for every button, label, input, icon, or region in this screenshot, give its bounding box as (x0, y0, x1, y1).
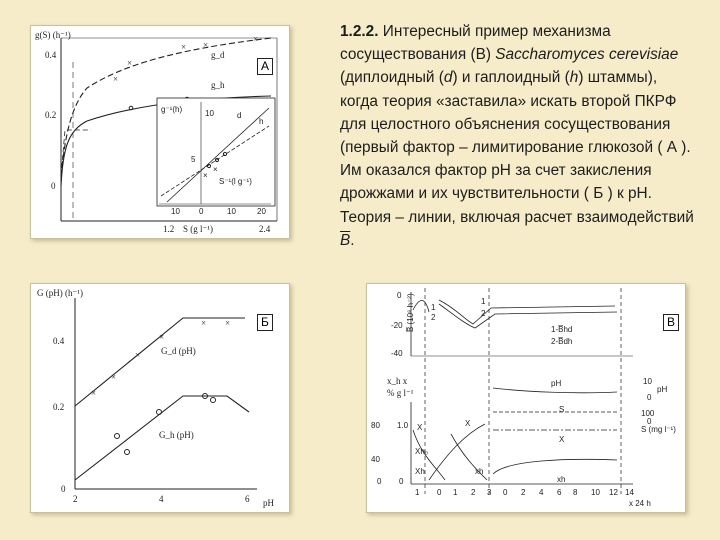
panel-b-plot (31, 284, 289, 512)
inset-x-tick: 0 (199, 207, 204, 216)
x-tick: 0 (503, 488, 508, 497)
curve-label: Xh (415, 467, 425, 476)
x-axis-label: pH (263, 498, 274, 508)
top-legend: 1-B̅hd (551, 325, 573, 334)
x-tick: 0 (437, 488, 442, 497)
marker: × (135, 350, 141, 360)
inset-x-tick: 10 (227, 207, 236, 216)
marker: × (181, 42, 187, 52)
curve-label-gh: G_h (pH) (159, 430, 194, 440)
curve-top-1 (413, 301, 429, 313)
marker (157, 410, 162, 415)
curve-label: Xh₀ (415, 447, 429, 456)
bottom-y-tick: 0 (377, 477, 382, 486)
bottom-x-ticks (415, 488, 634, 497)
x-tick: 4 (539, 488, 544, 497)
curve-label: 2 (481, 309, 486, 318)
x-tick: 12 (609, 488, 618, 497)
organism-name: Saccharomyces cerevisiae (495, 46, 679, 64)
inset-x-tick: 20 (257, 207, 266, 216)
marker (211, 398, 216, 403)
curve-top-2 (439, 300, 615, 324)
panel-a-plot (31, 26, 289, 238)
y-tick: 0.2 (53, 402, 65, 412)
x-axis-label: S (g l⁻¹) (183, 224, 213, 234)
curve-label: xh (557, 475, 566, 484)
y-axis-label: g(S) (h⁻¹) (35, 30, 71, 40)
top-y-tick: -40 (391, 349, 403, 358)
text-part: . (350, 231, 355, 249)
text-part: ) и гаплоидный ( (452, 69, 570, 87)
x-tick: 2 (471, 488, 476, 497)
x-tick: 1 (453, 488, 458, 497)
top-legend: 2-B̅dh (551, 337, 573, 346)
y-tick: 0 (61, 484, 66, 494)
right-label: 10 (643, 377, 652, 386)
curve-label-gh: g_h (211, 80, 225, 90)
panel-tag-a: А (257, 58, 273, 75)
strain-h: h (569, 69, 579, 87)
panel-tag-c: В (663, 314, 679, 331)
right-label: pH (657, 385, 668, 394)
marker: × (203, 40, 209, 50)
curve-label: S (559, 405, 565, 414)
slide-text (340, 20, 698, 252)
inset-y-tick: 10 (205, 109, 214, 118)
curve-label: xh (475, 467, 484, 476)
panel-tag-b: Б (257, 314, 273, 331)
x-tick: 2.4 (259, 224, 271, 234)
marker: × (91, 388, 97, 398)
x-tick: 6 (245, 494, 250, 504)
x-tick: 1 (415, 488, 420, 497)
curve-label: pH (551, 379, 562, 388)
curve-label-gd: g_d (211, 50, 225, 60)
inset-x-label: S⁻¹(l g⁻¹) (219, 177, 252, 186)
y-tick: 0.4 (53, 336, 65, 346)
text-part: сосуществования (В) (340, 46, 496, 64)
x-tick: 2 (73, 494, 78, 504)
bottom-y-small-tick: 1.0 (397, 421, 409, 430)
curve-label: 2 (431, 313, 436, 322)
curve-label: X (417, 423, 423, 432)
x-axis-label: x 24 h (629, 499, 651, 508)
figure-panel-c (366, 283, 686, 513)
curve-label: 1 (431, 303, 436, 312)
y-tick: 0.4 (45, 50, 57, 60)
marker (115, 434, 120, 439)
curve-bottom-4 (493, 459, 617, 474)
inset-y-label: g⁻¹(h) (161, 105, 183, 114)
inset-frame (157, 98, 275, 206)
inset-label-h: h (259, 117, 264, 126)
y-tick: 0 (51, 181, 56, 191)
curve-ph (493, 388, 617, 393)
curve-label: X (559, 435, 565, 444)
section-number: 1.2.2. (340, 23, 379, 40)
y-axis-label: G (pH) (h⁻¹) (37, 288, 83, 298)
x-tick: 4 (159, 494, 164, 504)
inset-y-tick: 5 (191, 155, 196, 164)
right-label: 0 (647, 393, 652, 402)
x-tick: 8 (573, 488, 578, 497)
curve-label: 1 (481, 297, 486, 306)
text-part: Интересный пример механизма (378, 23, 611, 40)
panel-c-plot (367, 284, 685, 512)
marker: × (127, 58, 133, 68)
figure-panel-a (30, 25, 290, 239)
x-tick: 14 (625, 488, 634, 497)
marker: × (159, 332, 165, 342)
inset-x-tick: 10 (171, 207, 180, 216)
marker (125, 450, 130, 455)
b-bar: $\overline{B}$ (340, 231, 351, 249)
bottom-y-label: % g l⁻¹ (387, 388, 414, 398)
bottom-y-tick: 40 (371, 455, 380, 464)
right-label: 100 (641, 409, 655, 418)
marker: × (225, 318, 231, 328)
curve-label: X (465, 419, 471, 428)
marker: × (113, 74, 119, 84)
right-label: 0 (647, 417, 652, 426)
top-y-tick: 0 (397, 291, 402, 300)
text-part: ) штаммы), когда теория «заставила» искать второй ПКРФ для целостного объяснения сосуществования (первый фактор – лимитирование глюкозой ( А ). Им оказался фактор pH за счет закисления дрожжами и их чувствительности ( Б ) к pH. Теория – линии, включая расчет взаимодействий (340, 69, 694, 226)
x-tick: 2 (521, 488, 526, 497)
y-tick: 0.2 (45, 110, 57, 120)
curve-label-gd: G_d (pH) (161, 346, 196, 356)
x-tick: 6 (557, 488, 562, 497)
top-y-label: B̅ (10⁶ h⁻²) (406, 293, 415, 332)
marker: × (213, 165, 218, 174)
bottom-y-label: x_h x (387, 376, 408, 386)
marker: × (111, 372, 117, 382)
bottom-y-small-tick: 0 (399, 477, 404, 486)
x-tick: 3 (487, 488, 492, 497)
text-part: (диплоидный ( (340, 69, 444, 87)
right-label: S (mg l⁻¹) (641, 425, 676, 434)
guide-line (61, 130, 91, 176)
x-tick: 10 (591, 488, 600, 497)
bottom-y-tick: 80 (371, 421, 380, 430)
figure-panel-b (30, 283, 290, 513)
marker: × (253, 34, 259, 44)
inset-label-d: d (237, 111, 242, 120)
marker: × (203, 171, 208, 180)
strain-d: d (443, 69, 453, 87)
top-y-tick: -20 (391, 321, 403, 330)
x-tick: 1.2 (163, 224, 175, 234)
marker: × (201, 318, 207, 328)
